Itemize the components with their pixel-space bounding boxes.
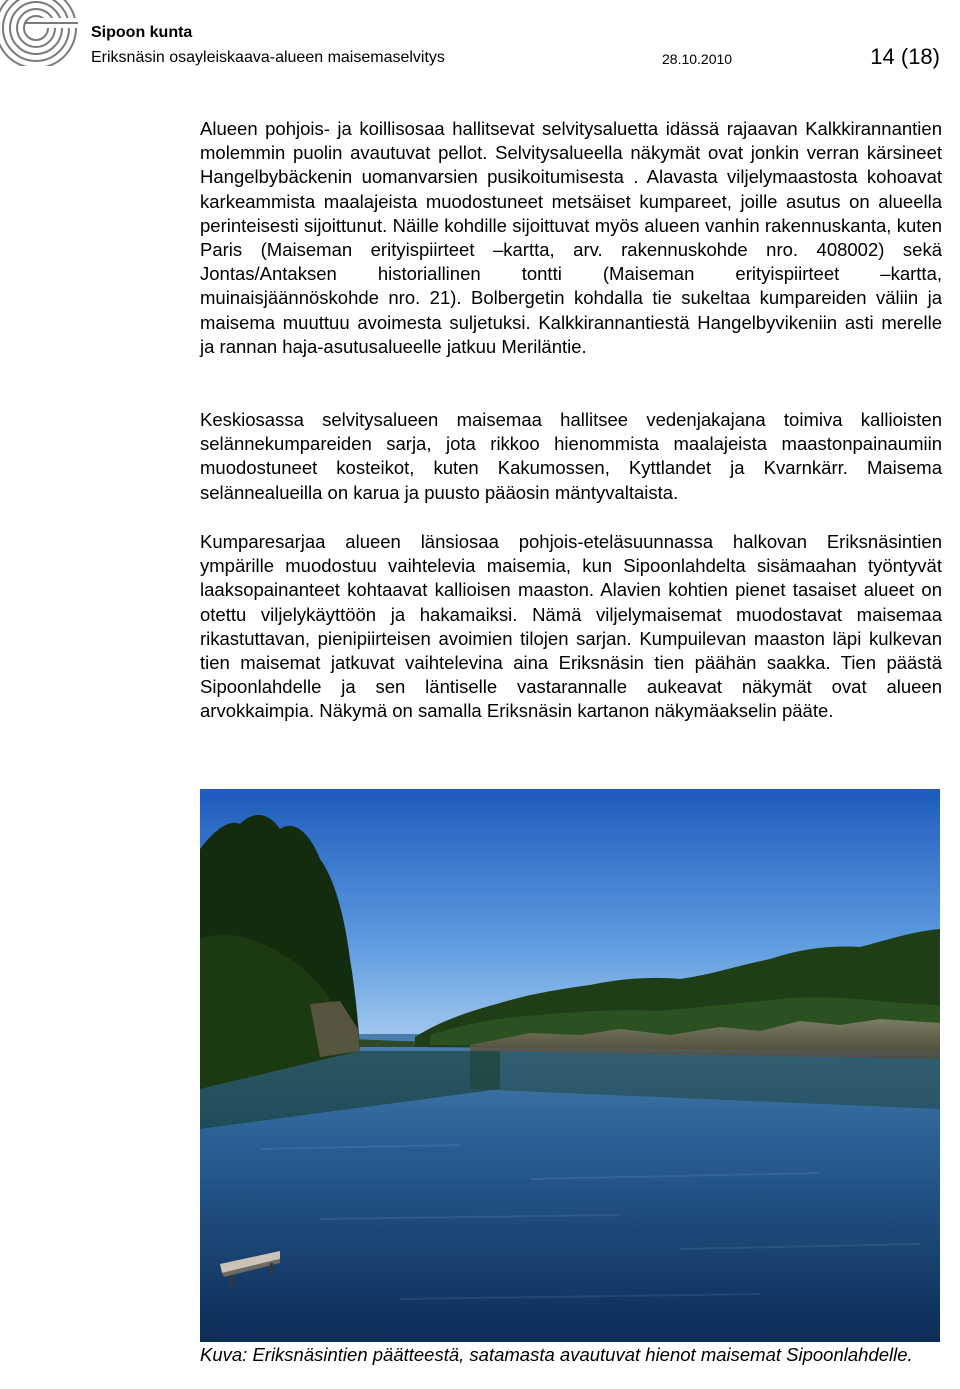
document-date: 28.10.2010 [662, 51, 733, 67]
landscape-photo [200, 789, 940, 1342]
organization-name: Sipoon kunta [91, 24, 193, 41]
paragraph-1: Alueen pohjois- ja koillisosaa hallitsevat selvitysaluetta idässä rajaavan Kalkkirannantien molemmin puolin avautuvat pellot. Selvitysalueella näkymät ovat jonkin verran kärsineet Hangelbybäckenin uomanvarsien pusikoitumisesta . Alavasta viljelymaastosta kohoavat karkeammista maalajeista muodostuneet metsäiset kumpareet, joille asutus on alueella perinteisesti sijoittunut. Näille kohdille sijoittuvat myös alueen vanhin rakennuskanta, kuten Paris (Maiseman erityispiirteet –kartta, arv. rakennuskohde nro. 408002) sekä Jontas/Antaksen historiallinen tontti (Maiseman erityispiirteet –kartta, muinaisjäännöskohde nro. 21). Bolbergetin kohdalla tie sukeltaa kumpareiden väliin ja maisema muuttuu avoimesta suljetuksi. Kalkkirannantiestä Hangelbyvikeniin asti merelle ja rannan haja-asutusalueelle jatkuu Meriläntie. [200, 118, 942, 357]
document-title: Eriksnäsin osayleiskaava-alueen maisemaselvitys [91, 49, 445, 66]
page-number: 14 (18) [870, 44, 940, 69]
paragraph-2: Keskiosassa selvitysalueen maisemaa hallitsee vedenjakajana toimiva kallioisten selännekumpareiden sarja, jota rikkoo hienommista maalajeista maastonpainaumiin muodostuneet kosteikot, kuten Kakumossen, Kyttlandet ja Kvarnkärr. Maisema selännealueilla on karua ja puusto pääosin mäntyvaltaista. [200, 409, 942, 503]
figure-caption: Kuva: Eriksnäsintien päätteestä, satamasta avautuvat hienot maisemat Sipoonlahdelle. [200, 1344, 913, 1365]
paragraph-3: Kumparesarjaa alueen länsiosaa pohjois-eteläsuunnassa halkovan Eriksnäsintien ympärille muodostuu vaihtelevia maisemia, kun Sipoonlahdelta sisämaahan työntyvät laaksopainanteet kohtaavat kallioisen maaston. Alavien kohtien pienet tasaiset alueet on otettu viljelykäyttöön ja hakamaiksi. Nämä viljelymaisemat muodostavat maisemaa rikastuttavan, pienipiirteisen avoimien tilojen sarjan. Kumpuilevan maaston läpi kulkevan tien maisemat jatkuvat vaihtelevina aina Eriksnäsin tien päähän saakka. Tien päästä Sipoonlahdelle ja sen läntiselle vastarannalle aukeavat näkymät ovat alueen arvokkaimpia. Näkymä on samalla Eriksnäsin kartanon näkymäakselin pääte. [200, 531, 942, 722]
sipoo-e-logo-icon [0, 0, 78, 66]
